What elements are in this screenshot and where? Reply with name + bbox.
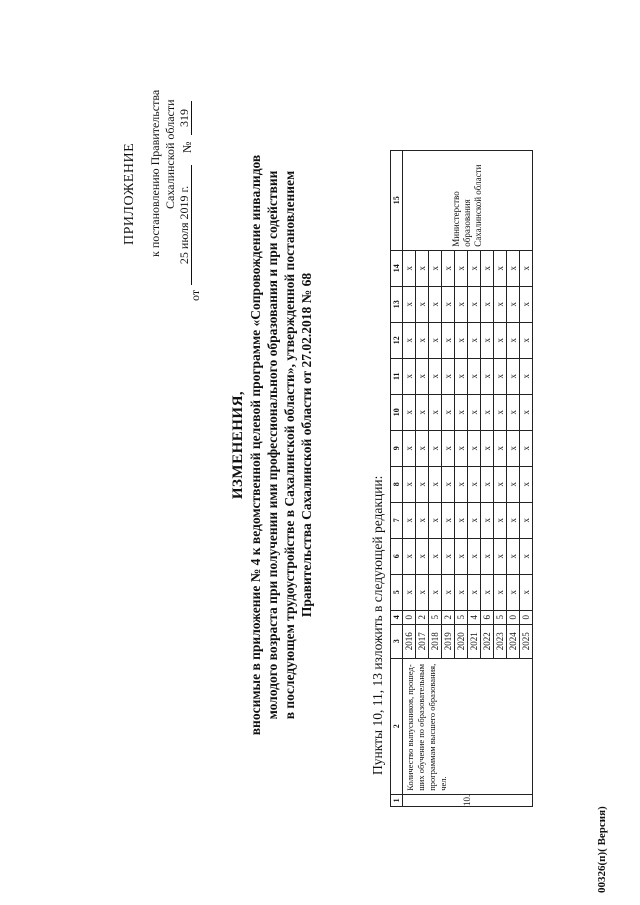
column-number-header: 12 [391, 322, 403, 358]
heading-line: Правительства Сахалинской области от 27.02.2018 № 68 [299, 272, 314, 618]
mark-cell: x [520, 574, 533, 610]
year-cell: 2020 [455, 624, 468, 658]
footer-code: 00326(п)( Версия) [596, 806, 608, 893]
mark-cell: x [520, 358, 533, 394]
instruction-text: Пункты 10, 11, 13 изложить в следующей редакции: [370, 475, 385, 775]
value-cell: 6 [481, 610, 494, 624]
mark-cell: x [403, 286, 416, 322]
mark-cell: x [507, 538, 520, 574]
mark-cell: x [416, 322, 429, 358]
mark-cell: x [416, 538, 429, 574]
mark-cell: x [481, 286, 494, 322]
mark-cell: x [507, 466, 520, 502]
responsible-body: Министерство образования Сахалинской области [403, 150, 533, 250]
mark-cell: x [429, 466, 442, 502]
mark-cell: x [429, 286, 442, 322]
mark-cell: x [468, 394, 481, 430]
mark-cell: x [520, 538, 533, 574]
mark-cell: x [442, 394, 455, 430]
mark-cell: x [416, 358, 429, 394]
column-number-header: 7 [391, 502, 403, 538]
value-cell: 0 [403, 610, 416, 624]
mark-cell: x [429, 502, 442, 538]
value-cell: 2 [442, 610, 455, 624]
column-number-header: 6 [391, 538, 403, 574]
decree-date: 25 июля 2019 г. [177, 185, 191, 265]
mark-cell: x [494, 394, 507, 430]
mark-cell: x [494, 358, 507, 394]
mark-cell: x [403, 250, 416, 286]
mark-cell: x [455, 394, 468, 430]
mark-cell: x [468, 322, 481, 358]
column-number-header: 14 [391, 250, 403, 286]
mark-cell: x [520, 502, 533, 538]
mark-cell: x [507, 502, 520, 538]
mark-cell: x [507, 250, 520, 286]
mark-cell: x [429, 538, 442, 574]
column-number-header: 10 [391, 394, 403, 430]
heading-line: в последующем трудоустройстве в Сахалинской области», утвержденной постановлением [282, 170, 297, 720]
row-number: 10. [403, 794, 533, 806]
mark-cell: x [507, 574, 520, 610]
value-cell: 5 [429, 610, 442, 624]
mark-cell: x [520, 250, 533, 286]
mark-cell: x [429, 430, 442, 466]
mark-cell: x [403, 574, 416, 610]
mark-cell: x [494, 322, 507, 358]
heading-title: ИЗМЕНЕНИЯ, [230, 390, 246, 500]
mark-cell: x [468, 430, 481, 466]
mark-cell: x [403, 466, 416, 502]
mark-cell: x [507, 286, 520, 322]
column-number-header: 15 [391, 150, 403, 250]
appendix-line-1: к постановлению Правительства [148, 89, 162, 257]
mark-cell: x [468, 358, 481, 394]
mark-cell: x [468, 538, 481, 574]
mark-cell: x [455, 574, 468, 610]
mark-cell: x [442, 538, 455, 574]
decree-number: 319 [177, 109, 191, 127]
mark-cell: x [442, 286, 455, 322]
mark-cell: x [481, 466, 494, 502]
mark-cell: x [481, 502, 494, 538]
mark-cell: x [442, 430, 455, 466]
mark-cell: x [403, 358, 416, 394]
mark-cell: x [416, 286, 429, 322]
mark-cell: x [520, 322, 533, 358]
mark-cell: x [429, 394, 442, 430]
value-cell: 0 [507, 610, 520, 624]
mark-cell: x [429, 322, 442, 358]
mark-cell: x [468, 502, 481, 538]
mark-cell: x [494, 538, 507, 574]
heading-line: вносимые в приложение № 4 к ведомственной целевой программе «Сопровождение инвалидов [248, 154, 263, 736]
mark-cell: x [520, 286, 533, 322]
mark-cell: x [455, 322, 468, 358]
mark-cell: x [494, 250, 507, 286]
mark-cell: x [481, 574, 494, 610]
column-number-header: 4 [391, 610, 403, 624]
mark-cell: x [403, 430, 416, 466]
year-cell: 2017 [416, 624, 429, 658]
mark-cell: x [442, 502, 455, 538]
mark-cell: x [455, 286, 468, 322]
mark-cell: x [468, 466, 481, 502]
value-cell: 5 [494, 610, 507, 624]
mark-cell: x [494, 286, 507, 322]
mark-cell: x [455, 430, 468, 466]
mark-cell: x [442, 250, 455, 286]
year-cell: 2023 [494, 624, 507, 658]
mark-cell: x [429, 574, 442, 610]
mark-cell: x [403, 322, 416, 358]
indicator-description: Количество выпускников, прошедших обучение по образовательным программам высшего образования, чел. [403, 658, 533, 794]
mark-cell: x [494, 430, 507, 466]
mark-cell: x [455, 502, 468, 538]
indicators-table [390, 150, 533, 807]
mark-cell: x [507, 394, 520, 430]
mark-cell: x [403, 538, 416, 574]
mark-cell: x [481, 358, 494, 394]
mark-cell: x [416, 430, 429, 466]
mark-cell: x [520, 394, 533, 430]
appendix-line-2: Сахалинской области [163, 99, 177, 209]
column-number-header: 3 [391, 624, 403, 658]
year-cell: 2022 [481, 624, 494, 658]
column-number-header: 8 [391, 466, 403, 502]
appendix-title: ПРИЛОЖЕНИЕ [122, 142, 137, 245]
mark-cell: x [468, 574, 481, 610]
table-row [403, 150, 416, 806]
column-number-header: 9 [391, 430, 403, 466]
mark-cell: x [429, 358, 442, 394]
year-cell: 2024 [507, 624, 520, 658]
mark-cell: x [455, 250, 468, 286]
table-header-row [391, 150, 403, 806]
mark-cell: x [494, 574, 507, 610]
mark-cell: x [455, 466, 468, 502]
mark-cell: x [481, 322, 494, 358]
mark-cell: x [520, 430, 533, 466]
from-label: от [188, 289, 202, 301]
mark-cell: x [403, 502, 416, 538]
heading-line: молодого возраста при получении ими профессионального образования и при содействии [265, 170, 280, 720]
mark-cell: x [416, 574, 429, 610]
mark-cell: x [481, 430, 494, 466]
mark-cell: x [429, 250, 442, 286]
year-cell: 2021 [468, 624, 481, 658]
mark-cell: x [416, 250, 429, 286]
mark-cell: x [481, 538, 494, 574]
mark-cell: x [520, 466, 533, 502]
mark-cell: x [507, 322, 520, 358]
column-number-header: 2 [391, 658, 403, 794]
mark-cell: x [468, 286, 481, 322]
column-number-header: 1 [391, 794, 403, 806]
number-label: № [180, 141, 194, 153]
mark-cell: x [442, 322, 455, 358]
mark-cell: x [494, 466, 507, 502]
year-cell: 2019 [442, 624, 455, 658]
mark-cell: x [481, 250, 494, 286]
mark-cell: x [455, 358, 468, 394]
mark-cell: x [416, 502, 429, 538]
mark-cell: x [455, 538, 468, 574]
year-cell: 2018 [429, 624, 442, 658]
column-number-header: 11 [391, 358, 403, 394]
column-number-header: 13 [391, 286, 403, 322]
value-cell: 2 [416, 610, 429, 624]
value-cell: 5 [455, 610, 468, 624]
value-cell: 4 [468, 610, 481, 624]
column-number-header: 5 [391, 574, 403, 610]
heading-block [230, 135, 315, 755]
mark-cell: x [442, 574, 455, 610]
mark-cell: x [403, 394, 416, 430]
mark-cell: x [481, 394, 494, 430]
mark-cell: x [416, 394, 429, 430]
mark-cell: x [494, 502, 507, 538]
year-cell: 2016 [403, 624, 416, 658]
year-cell: 2025 [520, 624, 533, 658]
mark-cell: x [442, 358, 455, 394]
mark-cell: x [507, 358, 520, 394]
mark-cell: x [507, 430, 520, 466]
mark-cell: x [468, 250, 481, 286]
mark-cell: x [416, 466, 429, 502]
value-cell: 0 [520, 610, 533, 624]
mark-cell: x [442, 466, 455, 502]
